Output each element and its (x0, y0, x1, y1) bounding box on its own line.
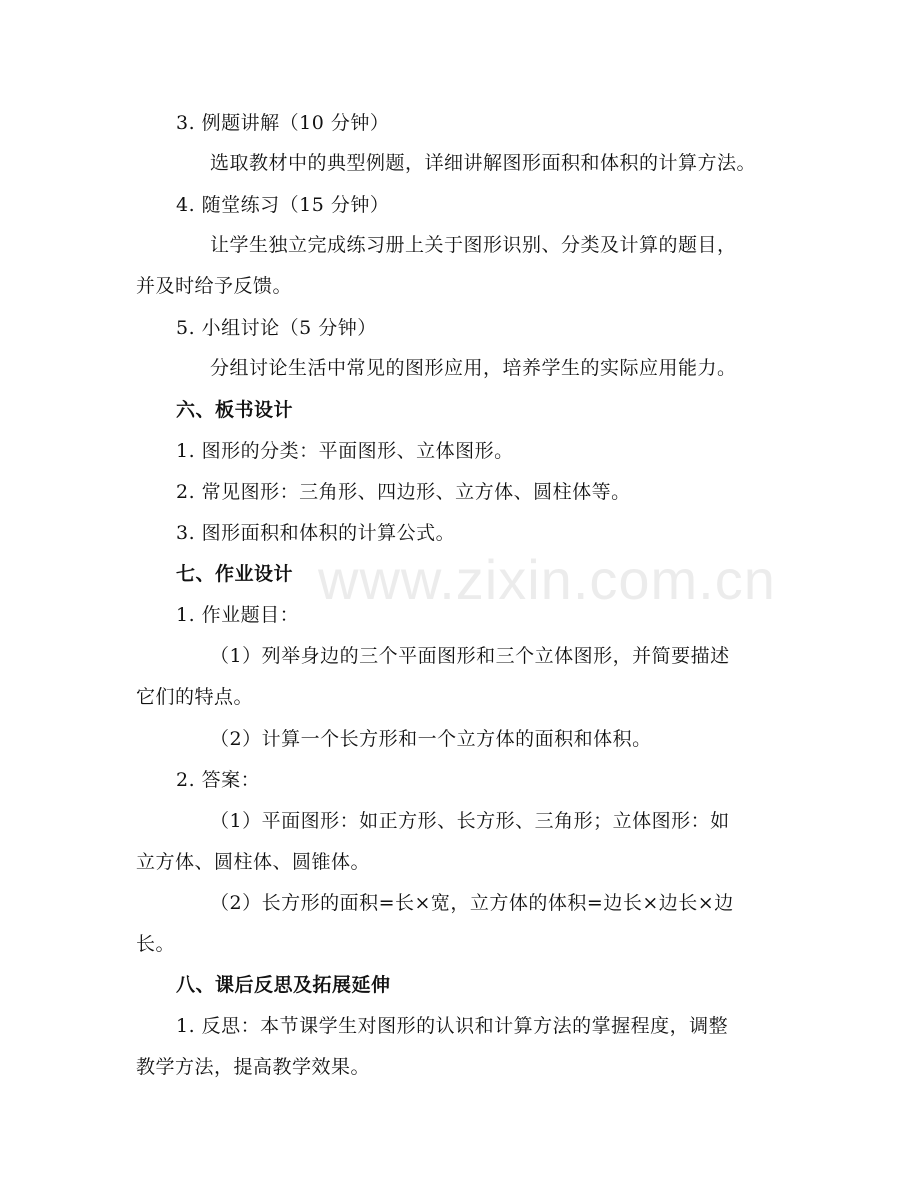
reflection-line-1: 1. 反思：本节课学生对图形的认识和计算方法的掌握程度，调整 (176, 1015, 729, 1037)
item-4-body-line-2: 并及时给予反馈。 (136, 275, 293, 297)
answer-1-line-2: 立方体、圆柱体、圆锥体。 (136, 851, 371, 873)
item-4-title: 4. 随堂练习（15 分钟） (176, 194, 390, 216)
homework-question-1-line-1: （1）列举身边的三个平面图形和三个立体图形，并简要描述 (210, 645, 730, 667)
item-5-body: 分组讨论生活中常见的图形应用，培养学生的实际应用能力。 (210, 357, 737, 379)
section-heading-7: 七、作业设计 (176, 563, 294, 585)
item-3-body: 选取教材中的典型例题，详细讲解图形面积和体积的计算方法。 (210, 152, 757, 174)
board-item-2: 2. 常见图形：三角形、四边形、立方体、圆柱体等。 (176, 481, 631, 503)
watermark: www.zixin.com.cn (318, 548, 776, 611)
homework-question-2: （2）计算一个长方形和一个立方体的面积和体积。 (210, 728, 652, 750)
homework-item-2: 2. 答案： (176, 769, 261, 791)
answer-2-line-2: 长。 (136, 933, 176, 955)
board-item-3: 3. 图形面积和体积的计算公式。 (176, 522, 456, 544)
item-3-title: 3. 例题讲解（10 分钟） (176, 112, 390, 134)
item-5-title: 5. 小组讨论（5 分钟） (176, 317, 377, 339)
homework-question-1-line-2: 它们的特点。 (136, 686, 254, 708)
item-4-body-line-1: 让学生独立完成练习册上关于图形识别、分类及计算的题目， (210, 234, 737, 256)
section-heading-6: 六、板书设计 (176, 399, 294, 421)
answer-2-line-1: （2）长方形的面积=长×宽，立方体的体积=边长×边长×边 (210, 892, 734, 914)
board-item-1: 1. 图形的分类：平面图形、立体图形。 (176, 440, 514, 462)
reflection-line-2: 教学方法，提高教学效果。 (136, 1056, 371, 1078)
homework-item-1: 1. 作业题目： (176, 604, 300, 626)
answer-1-line-1: （1）平面图形：如正方形、长方形、三角形；立体图形：如 (210, 810, 730, 832)
section-heading-8: 八、课后反思及拓展延伸 (176, 974, 391, 996)
